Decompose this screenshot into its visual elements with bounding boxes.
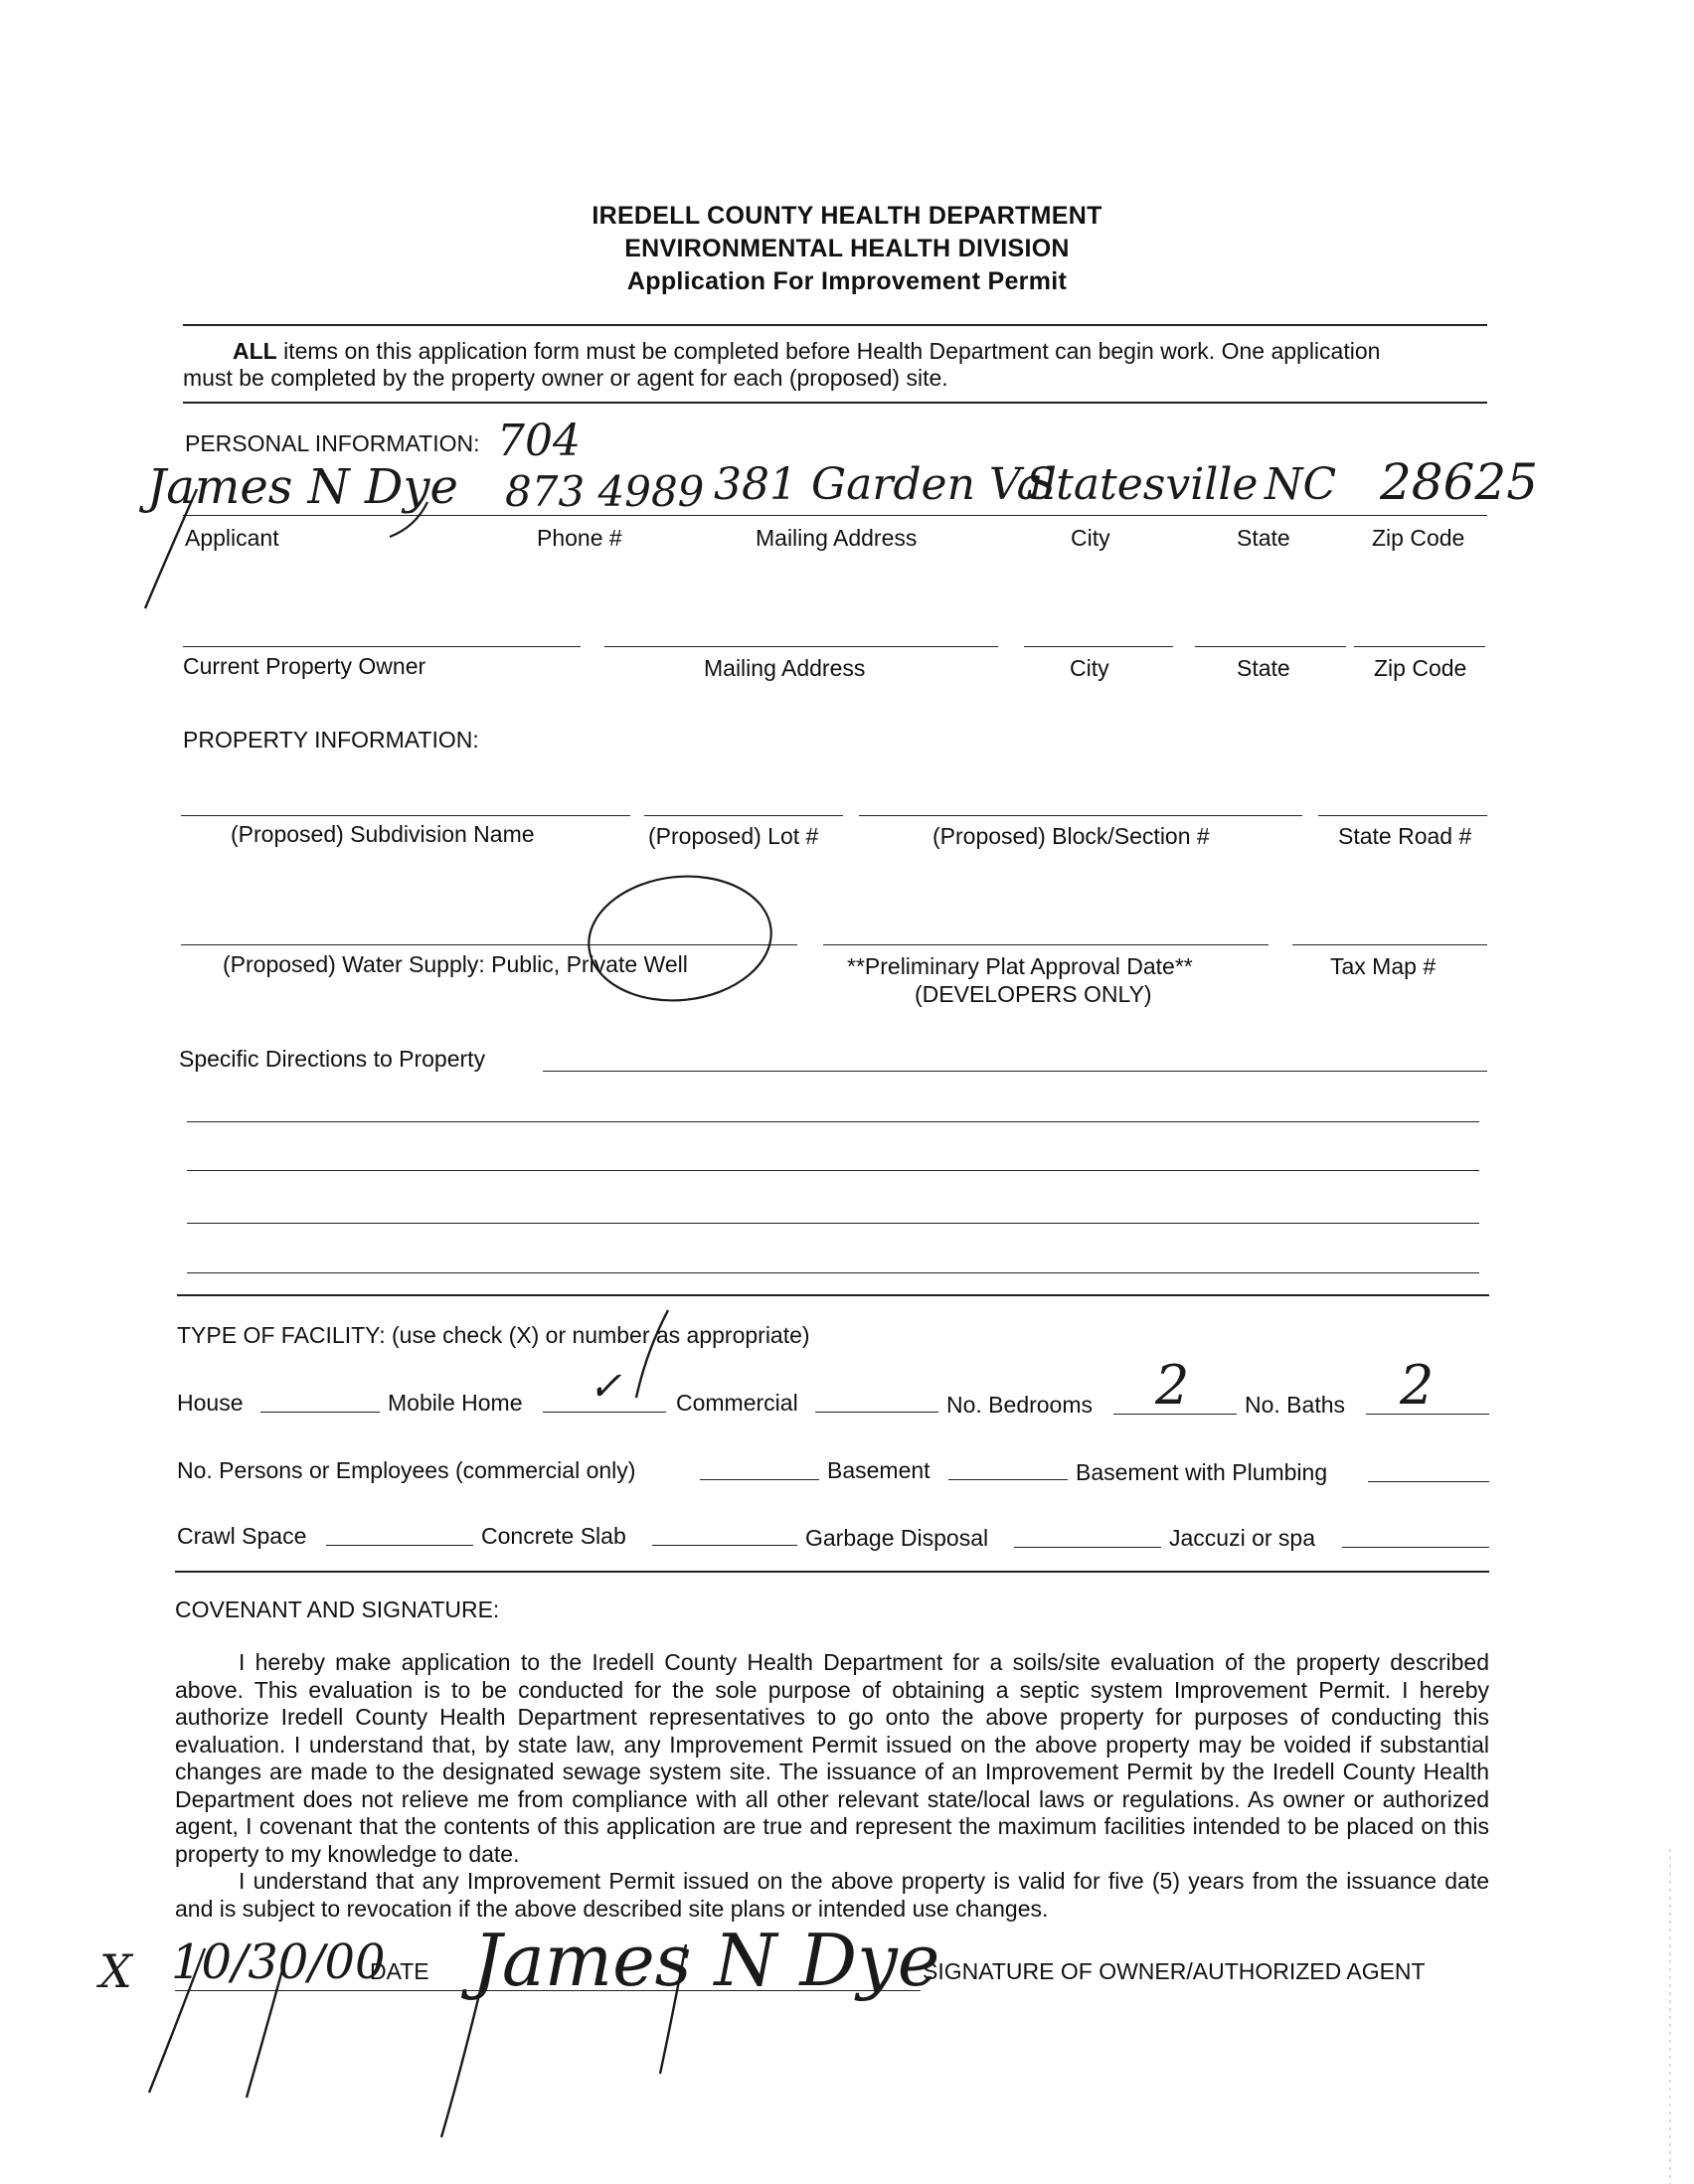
water-supply-label: (Proposed) Water Supply: Public, Private Well <box>223 951 688 977</box>
applicant-label: Applicant <box>185 525 279 551</box>
property-info-heading: PROPERTY INFORMATION: <box>183 727 479 753</box>
handwritten-zip: 28625 <box>1380 453 1539 511</box>
lot-label: (Proposed) Lot # <box>648 823 819 849</box>
personal-info-heading: PERSONAL INFORMATION: <box>185 430 480 456</box>
intro-line-2: must be completed by the property owner or agent for each (proposed) site. <box>183 365 948 391</box>
covenant-paragraph: I hereby make application to the Iredell County Health Department for a soils/site evaluation of the property described above. This evaluation is to be conducted for the sole purpose of obtaining a septic system Improvement Permit. I hereby authorize Iredell County Health Department representatives to go onto the above property for purposes of conducting this evaluation. I understand that, by state law, any Improvement Permit issued on the above property may be voided if substantial changes are made to the designated sewage system site. The issuance of an Improvement Permit by the Iredell County Health Department does not relieve me from compliance with all other relevant state/local laws or regulations. As owner or authorized agent, I covenant that the contents of this application are true and represent the maximum facilities intended to be placed on this property to my knowledge to date. <box>175 1649 1489 1867</box>
block-label: (Proposed) Block/Section # <box>932 823 1210 849</box>
applicant-city-label: City <box>1071 525 1110 551</box>
subdivision-label: (Proposed) Subdivision Name <box>231 821 535 847</box>
jacuzzi-label: Jaccuzi or spa <box>1169 1525 1316 1551</box>
validity-paragraph: I understand that any Improvement Permit issued on the above property is valid for five (5) years from the issuance date and is subject to revocation if the above described site plans or intended use changes. <box>175 1868 1489 1922</box>
crawl-space-label: Crawl Space <box>177 1523 307 1549</box>
mobile-home-label: Mobile Home <box>388 1390 523 1416</box>
garbage-disposal-label: Garbage Disposal <box>805 1525 989 1551</box>
facility-slash-mark <box>636 1310 668 1398</box>
handwritten-applicant-name: James N Dye <box>147 459 458 515</box>
owner-label: Current Property Owner <box>183 653 426 679</box>
tax-map-label: Tax Map # <box>1330 953 1437 979</box>
state-road-label: State Road # <box>1338 823 1472 849</box>
department-title: IREDELL COUNTY HEALTH DEPARTMENT <box>592 202 1102 230</box>
division-title: ENVIRONMENTAL HEALTH DIVISION <box>624 235 1070 262</box>
handwritten-mobile-home-check: ✓ <box>589 1364 622 1410</box>
house-label: House <box>177 1390 244 1416</box>
private-well-circle <box>583 868 777 1010</box>
signature-pen-stroke-2 <box>660 1944 686 2074</box>
applicant-pen-stroke <box>145 489 197 608</box>
date-label: DATE <box>370 1958 429 1984</box>
handwritten-city: Statesville <box>1026 459 1259 510</box>
basement-plumbing-label: Basement with Plumbing <box>1076 1459 1328 1485</box>
handwritten-phone: 873 4989 <box>505 467 705 516</box>
owner-state-label: State <box>1237 655 1290 681</box>
handwritten-x-mark: X <box>99 1944 132 1998</box>
applicant-zip-label: Zip Code <box>1372 525 1465 551</box>
baths-label: No. Baths <box>1245 1392 1345 1418</box>
date-pen-stroke-2 <box>247 1948 288 2098</box>
handwritten-baths: 2 <box>1400 1354 1435 1417</box>
form-title: Application For Improvement Permit <box>626 267 1068 295</box>
owner-zip-label: Zip Code <box>1374 655 1467 681</box>
handwritten-address: 381 Garden Val <box>714 459 1057 510</box>
covenant-heading: COVENANT AND SIGNATURE: <box>175 1596 500 1622</box>
owner-mailing-label: Mailing Address <box>704 655 866 681</box>
phone-label: Phone # <box>537 525 622 551</box>
signature-label: SIGNATURE OF OWNER/AUTHORIZED AGENT <box>923 1958 1426 1984</box>
plat-approval-label: **Preliminary Plat Approval Date** <box>847 953 1193 979</box>
persons-label: No. Persons or Employees (commercial only) <box>177 1457 636 1483</box>
basement-label: Basement <box>827 1457 931 1483</box>
applicant-mailing-label: Mailing Address <box>756 525 918 551</box>
handwritten-date: 10/30/00 <box>171 1934 386 1990</box>
handwritten-bedrooms: 2 <box>1155 1354 1190 1417</box>
concrete-slab-label: Concrete Slab <box>481 1523 626 1549</box>
commercial-label: Commercial <box>676 1390 798 1416</box>
intro-line-1: ALL items on this application form must be completed before Health Department can begin work. One application <box>233 338 1381 364</box>
handwritten-state: NC <box>1265 459 1337 510</box>
handwritten-signature: James N Dye <box>473 1919 940 2002</box>
developers-only-label: (DEVELOPERS ONLY) <box>915 981 1152 1007</box>
owner-city-label: City <box>1070 655 1109 681</box>
facility-heading: TYPE OF FACILITY: (use check (X) or number as appropriate) <box>177 1322 810 1348</box>
applicant-state-label: State <box>1237 525 1290 551</box>
directions-label: Specific Directions to Property <box>179 1046 486 1072</box>
bedrooms-label: No. Bedrooms <box>946 1392 1094 1418</box>
date-pen-stroke-1 <box>149 1948 205 2093</box>
handwritten-area-code: 704 <box>497 416 581 466</box>
signature-pen-stroke-1 <box>441 1936 493 2137</box>
applicant-pen-flourish <box>390 502 427 537</box>
